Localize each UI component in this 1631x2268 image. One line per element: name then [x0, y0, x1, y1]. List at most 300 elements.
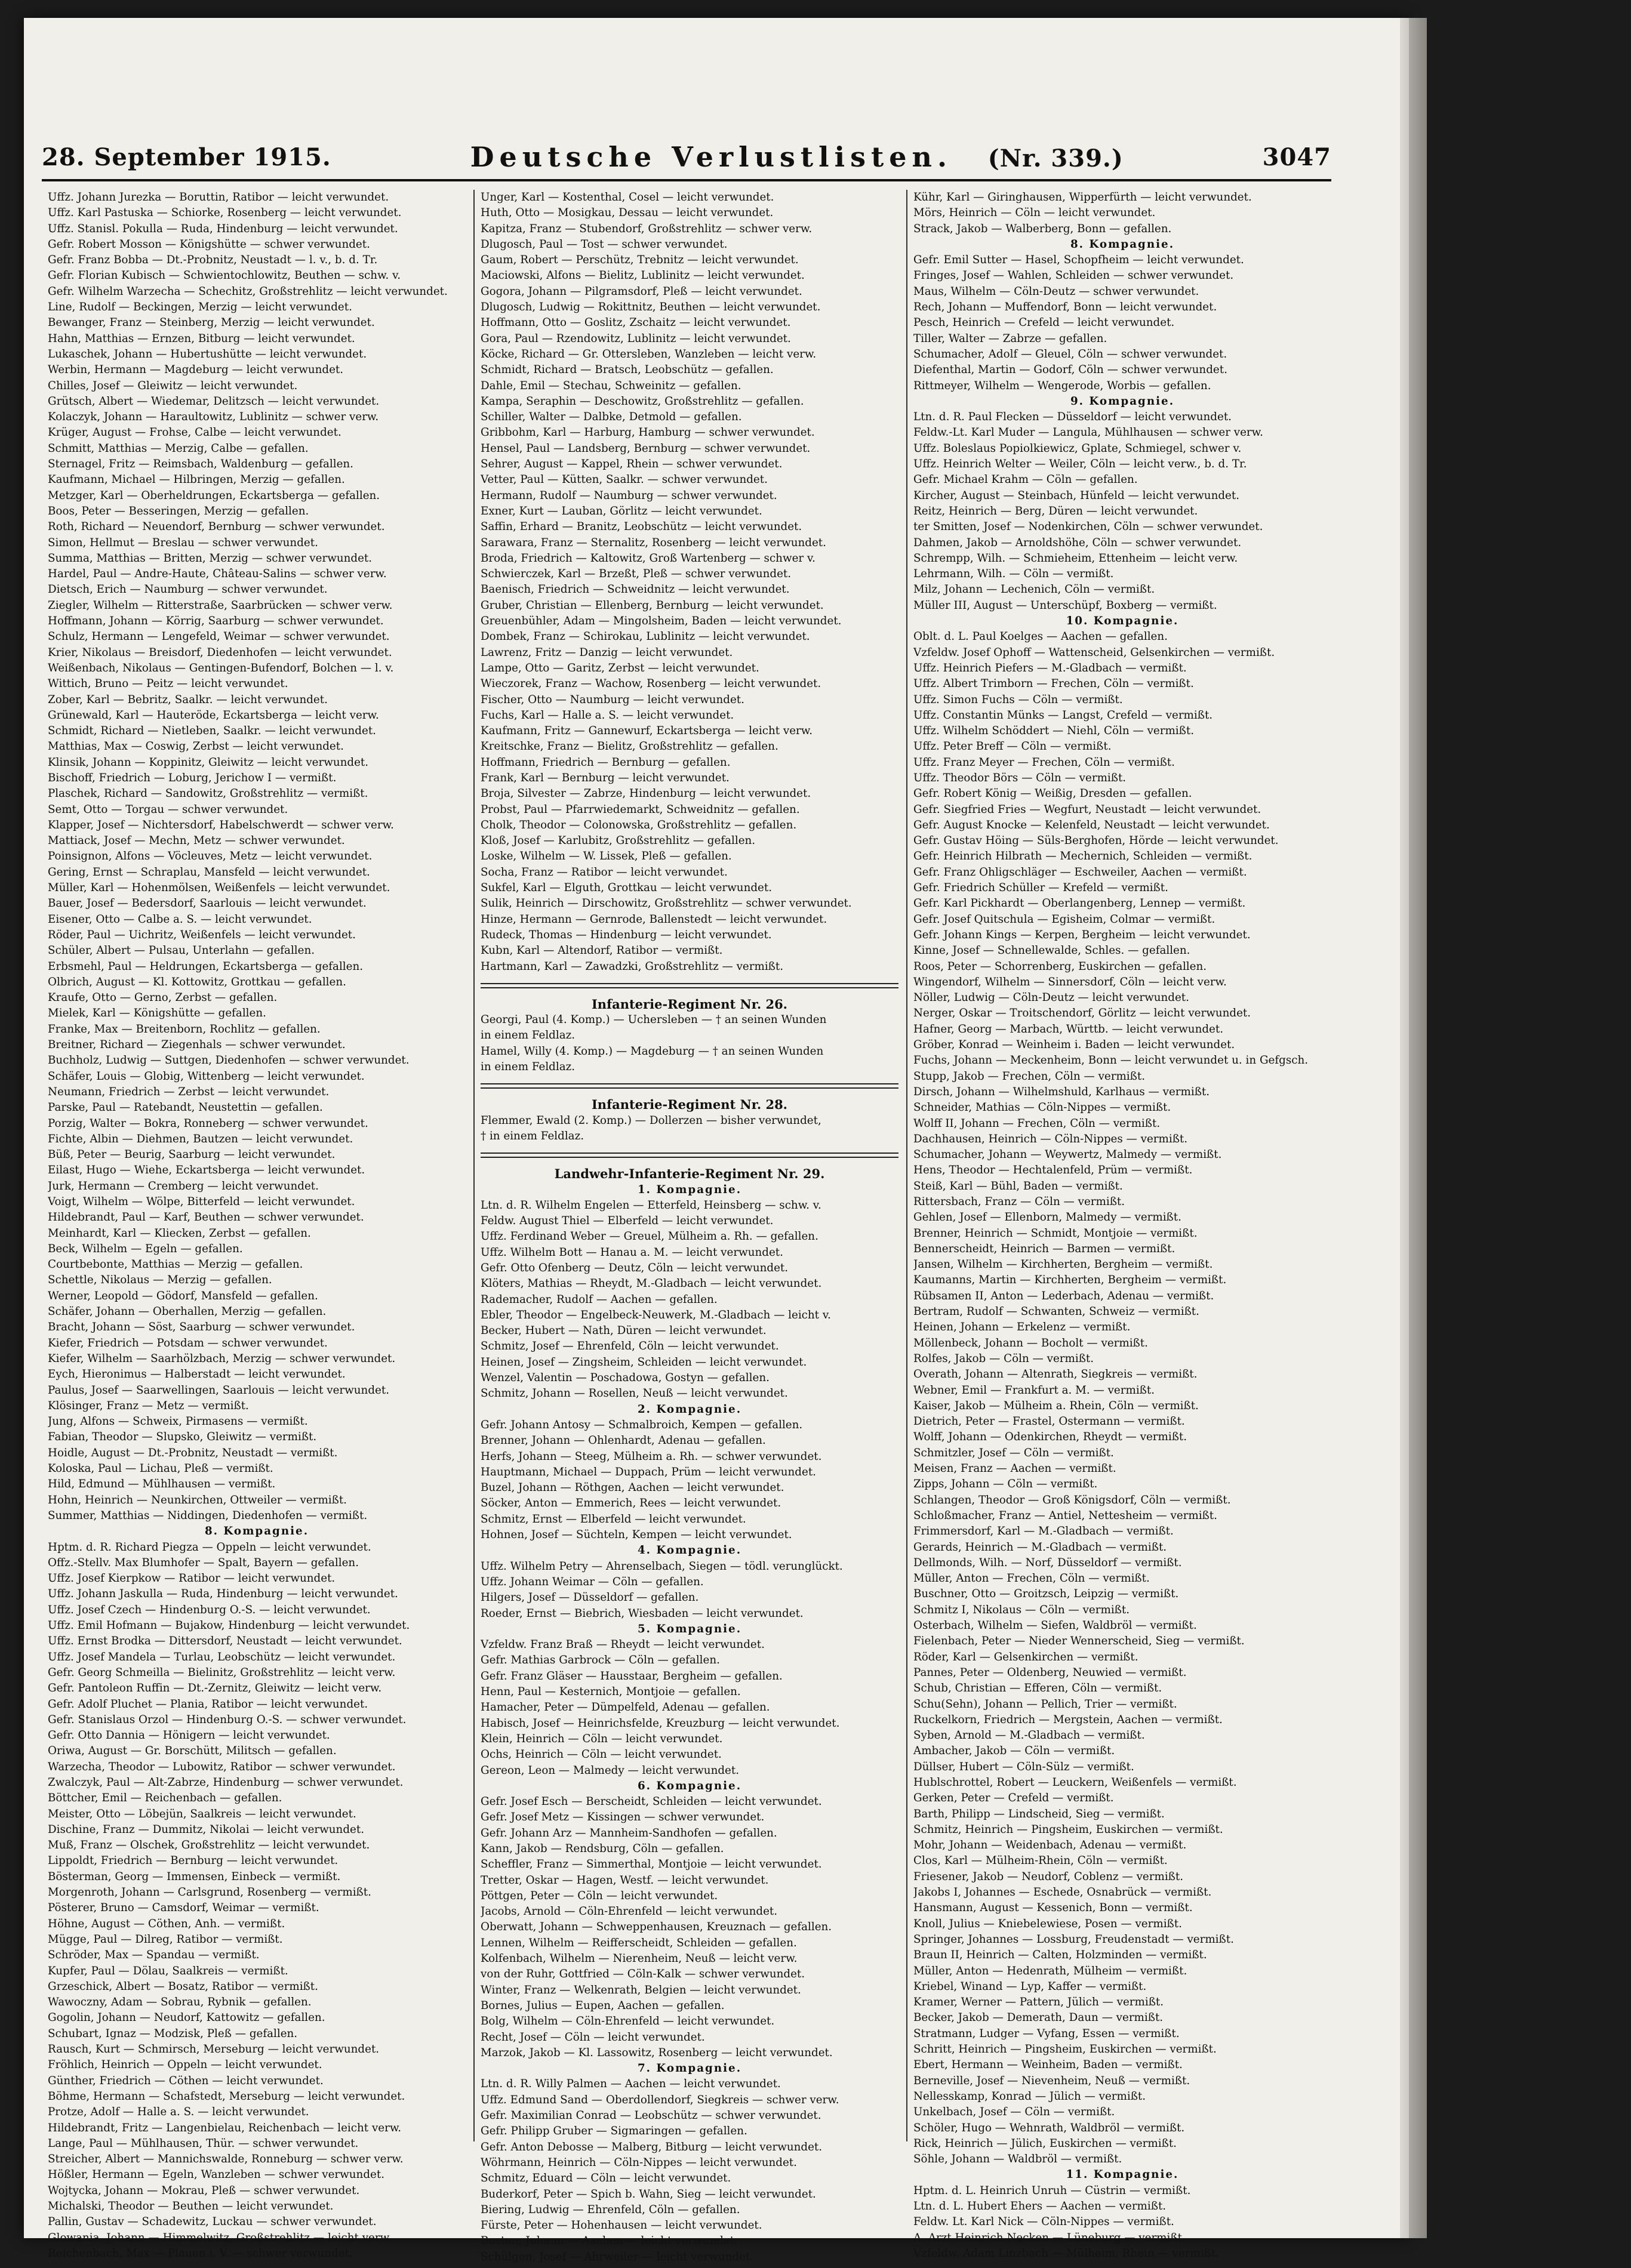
casualty-entry: Rech, Johann — Muffendorf, Bonn — leicht verwundet.	[913, 301, 1217, 314]
casualty-entry: Böttcher, Emil — Reichenbach — gefallen.	[48, 1792, 282, 1805]
casualty-entry: Müller III, August — Unterschüpf, Boxberg — vermißt.	[913, 599, 1217, 612]
casualty-entry: Schubart, Ignaz — Modzisk, Pleß — gefallen.	[48, 2027, 298, 2040]
casualty-entry: Klapper, Josef — Nichtersdorf, Habelschwerdt — schwer verw.	[48, 818, 394, 831]
casualty-entry: Uffz. Emil Hofmann — Bujakow, Hindenburg — leicht verwundet.	[48, 1619, 410, 1632]
casualty-list	[481, 1012, 898, 1075]
casualty-entry: Schu(Sehn), Johann — Pellich, Trier — vermißt.	[913, 1697, 1177, 1711]
casualty-entry: Oriwa, August — Gr. Borschütt, Militsch — gefallen.	[48, 1745, 337, 1758]
casualty-entry: Roos, Peter — Schorrenberg, Euskirchen — gefallen.	[913, 960, 1207, 973]
casualty-entry: Braun II, Heinrich — Calten, Holzminden — vermißt.	[913, 1949, 1207, 1962]
casualty-entry: Gefr. Franz Bobba — Dt.-Probnitz, Neustadt — l. v., b. d. Tr.	[48, 254, 378, 267]
casualty-entry: Werner, Leopold — Gödorf, Mansfeld — gefallen.	[48, 1289, 318, 1302]
casualty-entry: Gefr. Anton Debosse — Malberg, Bitburg — leicht verwundet.	[481, 2140, 823, 2153]
casualty-entry: Eych, Hieronimus — Halberstadt — leicht verwundet.	[48, 1368, 346, 1381]
casualty-entry: Ltn. d. R. Paul Flecken — Düsseldorf — leicht verwundet.	[913, 411, 1232, 424]
casualty-entry: Marzok, Jakob — Kl. Lassowitz, Rosenberg — leicht verwundet.	[481, 2046, 833, 2059]
casualty-entry: Gefr. Johann Kings — Kerpen, Bergheim — leicht verwundet.	[913, 928, 1251, 941]
casualty-entry: Uffz. Josef Mandela — Turlau, Leobschütz — leicht verwundet.	[48, 1650, 396, 1663]
casualty-entry: Hafner, Georg — Marbach, Württb. — leicht verwundet.	[913, 1022, 1224, 1036]
casualty-entry: Buschner, Otto — Groitzsch, Leipzig — vermißt.	[913, 1588, 1179, 1601]
casualty-entry: Schub, Christian — Efferen, Cöln — vermißt.	[913, 1682, 1162, 1695]
casualty-entry: Dlugosch, Ludwig — Rokittnitz, Beuthen — leicht verwundet.	[481, 301, 821, 314]
casualty-entry: Dahmen, Jakob — Arnoldshöhe, Cöln — schwer verwundet.	[913, 536, 1242, 549]
casualty-entry: Hildebrandt, Fritz — Langenbielau, Reichenbach — leicht verw.	[48, 2121, 402, 2134]
casualty-entry: Gefr. Johann Arz — Mannheim-Sandhofen — gefallen.	[481, 1826, 777, 1839]
casualty-entry: Huth, Otto — Mosigkau, Dessau — leicht verwundet.	[481, 207, 774, 220]
header-rule	[42, 179, 1331, 181]
casualty-entry: Schmidt, Richard — Bratsch, Leobschütz — gefallen.	[481, 363, 774, 377]
casualty-entry: Nellesskamp, Konrad — Jülich — vermißt.	[913, 2090, 1146, 2103]
casualty-entry: Nerger, Oskar — Troitschendorf, Görlitz — leicht verwundet.	[913, 1007, 1251, 1020]
casualty-entry: Böhme, Hermann — Schafstedt, Merseburg — leicht verwundet.	[48, 2090, 405, 2103]
casualty-entry: Krier, Nikolaus — Breisdorf, Diedenhofen — leicht verwundet.	[48, 646, 392, 659]
casualty-entry: Schlangen, Theodor — Groß Königsdorf, Cöln — vermißt.	[913, 1493, 1231, 1506]
casualty-entry: Wieczorek, Franz — Wachow, Rosenberg — leicht verwundet.	[481, 677, 821, 691]
casualty-entry: von der Ruhr, Gottfried — Cöln-Kalk — schwer verwundet.	[481, 1968, 805, 1981]
casualty-entry: in einem Feldlaz.	[481, 1029, 576, 1042]
casualty-entry: Hublschrottel, Robert — Leuckern, Weißenfels — vermißt.	[913, 1776, 1237, 1789]
casualty-entry: Beck, Wilhelm — Egeln — gefallen.	[48, 1242, 243, 1255]
casualty-entry: Ebler, Theodor — Engelbeck-Neuwerk, M.-Gladbach — leicht v.	[481, 1308, 831, 1321]
casualty-entry: Hoffmann, Otto — Goslitz, Zschaitz — leicht verwundet.	[481, 316, 791, 329]
company-heading: 9. Kompagnie.	[1070, 395, 1175, 408]
casualty-entry: Kiefer, Friedrich — Potsdam — schwer verwundet.	[48, 1336, 328, 1349]
casualty-entry: Fischer, Otto — Naumburg — leicht verwundet.	[481, 693, 744, 706]
casualty-entry: Cholk, Theodor — Colonowska, Großstrehlitz — gefallen.	[481, 818, 797, 831]
casualty-list	[913, 409, 1331, 614]
casualty-entry: Hoffmann, Johann — Körrig, Saarburg — schwer verwundet.	[48, 615, 384, 628]
casualty-entry: Schäfer, Johann — Oberhallen, Merzig — gefallen.	[48, 1305, 327, 1318]
casualty-entry: Fröhlich, Heinrich — Oppeln — leicht verwundet.	[48, 2059, 322, 2072]
casualty-entry: Parske, Paul — Ratebandt, Neustettin — gefallen.	[48, 1101, 323, 1114]
casualty-entry: Fabian, Theodor — Slupsko, Gleiwitz — vermißt.	[48, 1431, 317, 1444]
casualty-entry: Hamel, Willy (4. Komp.) — Magdeburg — † an seinen Wunden	[481, 1044, 824, 1058]
casualty-list	[48, 190, 466, 1524]
casualty-entry: Zwalczyk, Paul — Alt-Zabrze, Hindenburg — schwer verwundet.	[48, 1776, 404, 1789]
casualty-entry: Hildebrandt, Paul — Karf, Beuthen — schwer verwundet.	[48, 1211, 364, 1224]
casualty-list	[481, 1559, 898, 1622]
casualty-entry: Uffz. Stanisl. Pokulla — Ruda, Hindenburg — leicht verwundet.	[48, 222, 398, 235]
casualty-entry: Gering, Ernst — Schraplau, Mansfeld — leicht verwundet.	[48, 865, 370, 879]
casualty-entry: Fichte, Albin — Diehmen, Bautzen — leicht verwundet.	[48, 1132, 353, 1145]
casualty-entry: Bertram, Rudolf — Schwanten, Schweiz — vermißt.	[913, 1305, 1199, 1318]
casualty-entry: Hansmann, August — Kessenich, Bonn — vermißt.	[913, 1902, 1193, 1915]
casualty-entry: Meinhardt, Karl — Kliecken, Zerbst — gefallen.	[48, 1227, 311, 1240]
casualty-entry: Bösterman, Georg — Immensen, Einbeck — vermißt.	[48, 1870, 341, 1883]
casualty-entry: Uffz. Peter Breff — Cöln — vermißt.	[913, 740, 1112, 753]
casualty-entry: Gefr. Franz Ohligschläger — Eschweiler, Aachen — vermißt.	[913, 865, 1247, 879]
casualty-entry: Feldw. August Thiel — Elberfeld — leicht verwundet.	[481, 1215, 774, 1228]
casualty-entry: Ziegler, Wilhelm — Ritterstraße, Saarbrücken — schwer verw.	[48, 599, 393, 612]
casualty-entry: Ruckelkorn, Friedrich — Mergstein, Aachen — vermißt.	[913, 1713, 1223, 1726]
casualty-entry: Kinne, Josef — Schnellewalde, Schles. — gefallen.	[913, 944, 1190, 957]
casualty-entry: Syben, Arnold — M.-Gladbach — vermißt.	[913, 1729, 1145, 1742]
casualty-entry: Hild, Edmund — Mühlhausen — vermißt.	[48, 1478, 276, 1491]
casualty-entry: Wolff II, Johann — Frechen, Cöln — vermißt.	[913, 1117, 1161, 1130]
casualty-entry: Ebert, Hermann — Weinheim, Baden — vermißt.	[913, 2059, 1183, 2072]
casualty-entry: Summa, Matthias — Britten, Merzig — schwer verwundet.	[48, 551, 373, 565]
casualty-entry: Bosten, Johann — Aachen — leicht verwundet.	[481, 2235, 738, 2248]
casualty-entry: Meisen, Franz — Aachen — vermißt.	[913, 1462, 1116, 1475]
casualty-entry: Gefr. Michael Krahm — Cöln — gefallen.	[913, 473, 1138, 486]
casualty-entry: Rausch, Kurt — Schmirsch, Merseburg — leicht verwundet.	[48, 2043, 380, 2056]
casualty-entry: Lehrmann, Wilh. — Cöln — vermißt.	[913, 568, 1114, 581]
casualty-entry: Uffz. Wilhelm Schöddert — Niehl, Cöln — vermißt.	[913, 725, 1195, 738]
casualty-entry: Wojtycka, Johann — Mokrau, Pleß — schwer verwundet.	[48, 2184, 360, 2197]
casualty-entry: Gefr. Franz Gläser — Hausstaar, Bergheim — gefallen.	[481, 1669, 783, 1682]
casualty-entry: Gefr. Josef Metz — Kissingen — schwer verwundet.	[481, 1811, 765, 1824]
casualty-entry: Semt, Otto — Torgau — schwer verwundet.	[48, 803, 288, 816]
casualty-entry: Grzeschick, Albert — Bosatz, Ratibor — vermißt.	[48, 1980, 318, 1993]
casualty-entry: Zipps, Johann — Cöln — vermißt.	[913, 1478, 1098, 1491]
casualty-entry: Fuchs, Johann — Meckenheim, Bonn — leicht verwundet u. in Gefgsch.	[913, 1054, 1309, 1067]
regiment-heading: Landwehr-Infanterie-Regiment Nr. 29.	[554, 1166, 825, 1182]
casualty-entry: Ltn. d. R. Willy Palmen — Aachen — leicht verwundet.	[481, 2078, 781, 2091]
regiment-heading: Infanterie-Regiment Nr. 28.	[591, 1097, 787, 1113]
casualty-entry: Barth, Philipp — Lindscheid, Sieg — vermißt.	[913, 1807, 1165, 1820]
casualty-entry: Grünewald, Karl — Hauteröde, Eckartsberga — leicht verw.	[48, 708, 379, 722]
casualty-entry: Kaufmann, Michael — Hilbringen, Merzig — gefallen.	[48, 473, 345, 486]
casualty-entry: Osterbach, Wilhelm — Siefen, Waldbröl — vermißt.	[913, 1619, 1197, 1632]
page-edge-shadow	[1400, 18, 1427, 2238]
casualty-entry: Maciowski, Alfons — Bielitz, Lublinitz — leicht verwundet.	[481, 269, 805, 282]
casualty-entry: Krüger, August — Frohse, Calbe — leicht verwundet.	[48, 426, 341, 439]
casualty-entry: Klein, Heinrich — Cöln — leicht verwundet.	[481, 1732, 723, 1745]
casualty-entry: Dellmonds, Wilh. — Norf, Düsseldorf — vermißt.	[913, 1556, 1182, 1569]
casualty-entry: Hartmann, Karl — Zawadzki, Großstrehlitz — vermißt.	[481, 960, 784, 973]
casualty-entry: Herfs, Johann — Steeg, Mülheim a. Rh. — schwer verwundet.	[481, 1450, 822, 1463]
casualty-entry: Gerken, Peter — Crefeld — vermißt.	[913, 1792, 1114, 1805]
casualty-entry: Uffz. Albert Trimborn — Frechen, Cöln — vermißt.	[913, 677, 1194, 691]
casualty-entry: Bolg, Wilhelm — Cöln-Ehrenfeld — leicht verwundet.	[481, 2015, 775, 2028]
casualty-entry: Hohn, Heinrich — Neunkirchen, Ottweiler — vermißt.	[48, 1493, 347, 1506]
column-1	[48, 190, 466, 2261]
casualty-entry: Sulik, Heinrich — Dirschowitz, Großstrehlitz — schwer verwundet.	[481, 897, 852, 910]
section-rule	[481, 1083, 898, 1089]
casualty-entry: Wöhrmann, Heinrich — Cöln-Nippes — leicht verwundet.	[481, 2156, 797, 2169]
casualty-entry: Lennen, Wilhelm — Reifferscheidt, Schleiden — gefallen.	[481, 1936, 797, 1949]
casualty-entry: Dombek, Franz — Schirokau, Lublinitz — leicht verwundet.	[481, 630, 810, 643]
casualty-entry: Habisch, Josef — Heinrichsfelde, Kreuzburg — leicht verwundet.	[481, 1717, 840, 1730]
header-date: 28. September 1915.	[42, 143, 331, 171]
casualty-entry: Matthias, Max — Coswig, Zerbst — leicht verwundet.	[48, 740, 344, 753]
casualty-entry: Schumacher, Johann — Weywertz, Malmedy — vermißt.	[913, 1148, 1222, 1161]
casualty-entry: Buderkorf, Peter — Spich b. Wahn, Sieg — leicht verwundet.	[481, 2187, 816, 2201]
casualty-entry: Möllenbeck, Johann — Bocholt — vermißt.	[913, 1336, 1148, 1349]
casualty-entry: Wittich, Bruno — Peitz — leicht verwundet.	[48, 677, 288, 691]
casualty-entry: Oblt. d. L. Paul Koelges — Aachen — gefallen.	[913, 630, 1168, 643]
casualty-entry: Schmitz I, Nikolaus — Cöln — vermißt.	[913, 1603, 1130, 1616]
casualty-entry: Söcker, Anton — Emmerich, Rees — leicht verwundet.	[481, 1497, 781, 1510]
casualty-entry: Bewanger, Franz — Steinberg, Merzig — leicht verwundet.	[48, 316, 375, 329]
casualty-entry: Stupp, Jakob — Frechen, Cöln — vermißt.	[913, 1070, 1146, 1083]
company-heading: 11. Kompagnie.	[1066, 2168, 1179, 2181]
casualty-entry: Röder, Karl — Gelsenkirchen — vermißt.	[913, 1650, 1138, 1663]
casualty-list	[481, 2076, 898, 2265]
casualty-entry: Gruber, Christian — Ellenberg, Bernburg — leicht verwundet.	[481, 599, 824, 612]
casualty-entry: Tretter, Oskar — Hagen, Westf. — leicht verwundet.	[481, 1873, 769, 1887]
casualty-entry: Pösterer, Bruno — Camsdorf, Weimar — vermißt.	[48, 1902, 319, 1915]
company-heading: 8. Kompagnie.	[204, 1525, 309, 1538]
casualty-list	[913, 2183, 1331, 2261]
casualty-list	[913, 252, 1331, 394]
casualty-entry: Schülgen, Josef — Ahrweiler — leicht verwundet.	[481, 2250, 754, 2263]
casualty-entry: Vzfeldw. Adam Linzbach — Mülheim, Rhein — vermißt.	[913, 2247, 1219, 2260]
casualty-entry: Offz.-Stellv. Max Blumhofer — Spalt, Bayern — gefallen.	[48, 1556, 359, 1569]
company-heading: 5. Kompagnie.	[637, 1622, 742, 1635]
casualty-entry: Scheffler, Franz — Simmerthal, Montjoie — leicht verwundet.	[481, 1858, 822, 1871]
casualty-entry: Gefr. Adolf Pluchet — Plania, Ratibor — leicht verwundet.	[48, 1697, 368, 1711]
casualty-entry: Gefr. Florian Kubisch — Schwientochlowitz, Beuthen — schw. v.	[48, 269, 401, 282]
casualty-entry: Muß, Franz — Olschek, Großstrehlitz — leicht verwundet.	[48, 1839, 370, 1852]
casualty-entry: Summer, Matthias — Niddingen, Diedenhofen — vermißt.	[48, 1509, 368, 1522]
casualty-entry: Kupfer, Paul — Dölau, Saalkreis — vermißt.	[48, 1964, 288, 1977]
casualty-entry: Zober, Karl — Bebritz, Saalkr. — leicht verwundet.	[48, 693, 328, 706]
casualty-entry: Georgi, Paul (4. Komp.) — Uchersleben — † an seinen Wunden	[481, 1013, 827, 1027]
casualty-entry: Saffin, Erhard — Branitz, Leobschütz — leicht verwundet.	[481, 520, 802, 534]
casualty-entry: Hohnen, Josef — Süchteln, Kempen — leicht verwundet.	[481, 1529, 792, 1542]
column-rule-2	[906, 190, 907, 2141]
page-header	[42, 136, 1331, 178]
casualty-entry: Maus, Wilhelm — Cöln-Deutz — schwer verwundet.	[913, 285, 1199, 298]
casualty-entry: Webner, Emil — Frankfurt a. M. — vermißt.	[913, 1383, 1155, 1397]
casualty-entry: Gefr. Gustav Höing — Süls-Berghofen, Hörde — leicht verwundet.	[913, 834, 1279, 848]
casualty-entry: Uffz. Wilhelm Petry — Ahrenselbach, Siegen — tödl. verunglückt.	[481, 1560, 843, 1573]
casualty-entry: Tiller, Walter — Zabrze — gefallen.	[913, 332, 1107, 345]
casualty-list	[481, 190, 898, 975]
casualty-entry: ter Smitten, Josef — Nodenkirchen, Cöln — schwer verwundet.	[913, 520, 1263, 534]
casualty-entry: Gefr. August Knocke — Kelenfeld, Neustadt — leicht verwundet.	[913, 818, 1270, 831]
casualty-entry: Lange, Paul — Mühlhausen, Thür. — schwer verwundet.	[48, 2137, 359, 2150]
casualty-entry: Gefr. Josef Quitschula — Egisheim, Colmar — vermißt.	[913, 913, 1215, 926]
casualty-list	[481, 1637, 898, 1779]
casualty-entry: Streicher, Albert — Mannichswalde, Ronneburg — schwer verw.	[48, 2153, 404, 2166]
casualty-entry: Bauer, Josef — Bedersdorf, Saarlouis — leicht verwundet.	[48, 897, 367, 910]
casualty-entry: Lampe, Otto — Garitz, Zerbst — leicht verwundet.	[481, 661, 759, 674]
casualty-entry: Lukaschek, Johann — Hubertushütte — leicht verwundet.	[48, 347, 367, 360]
casualty-entry: Schumacher, Adolf — Gleuel, Cöln — schwer verwundet.	[913, 347, 1227, 360]
casualty-entry: Roeder, Ernst — Biebrich, Wiesbaden — leicht verwundet.	[481, 1607, 804, 1620]
casualty-entry: Winter, Franz — Welkenrath, Belgien — leicht verwundet.	[481, 1983, 801, 1996]
casualty-entry: Wingendorf, Wilhelm — Sinnersdorf, Cöln — leicht verw.	[913, 975, 1227, 988]
casualty-entry: Gefr. Robert König — Weißig, Dresden — gefallen.	[913, 787, 1192, 800]
casualty-entry: Uffz. Heinrich Piefers — M.-Gladbach — vermißt.	[913, 661, 1187, 674]
section-rule	[481, 983, 898, 988]
casualty-entry: Hamacher, Peter — Dümpelfeld, Adenau — gefallen.	[481, 1701, 770, 1714]
casualty-entry: Feldw.-Lt. Karl Muder — Langula, Mühlhausen — schwer verw.	[913, 426, 1263, 439]
casualty-entry: Schröder, Max — Spandau — vermißt.	[48, 1949, 260, 1962]
casualty-entry: Gefr. Georg Schmeilla — Bielinitz, Großstrehlitz — leicht verw.	[48, 1666, 396, 1679]
casualty-entry: Kolfenbach, Wilhelm — Nierenheim, Neuß — leicht verw.	[481, 1952, 798, 1965]
casualty-entry: Rademacher, Rudolf — Aachen — gefallen.	[481, 1293, 718, 1306]
casualty-entry: Schwierczek, Karl — Brzeßt, Pleß — schwer verwundet.	[481, 568, 792, 581]
casualty-entry: Ambacher, Jakob — Cöln — vermißt.	[913, 1745, 1115, 1758]
casualty-entry: Uffz. Johann Weimar — Cöln — gefallen.	[481, 1575, 704, 1588]
casualty-entry: Bennerscheidt, Heinrich — Barmen — vermißt.	[913, 1242, 1175, 1255]
casualty-entry: Rittmeyer, Wilhelm — Wengerode, Worbis — gefallen.	[913, 379, 1211, 392]
casualty-entry: Kaumanns, Martin — Kirchherten, Bergheim — vermißt.	[913, 1274, 1227, 1287]
casualty-entry: Eisener, Otto — Calbe a. S. — leicht verwundet.	[48, 913, 312, 926]
casualty-entry: † in einem Feldlaz.	[481, 1129, 584, 1142]
casualty-entry: Rick, Heinrich — Jülich, Euskirchen — vermißt.	[913, 2137, 1177, 2150]
casualty-entry: Mattiack, Josef — Mechn, Metz — schwer verwundet.	[48, 834, 345, 848]
casualty-entry: Courtbebonte, Matthias — Merzig — gefallen.	[48, 1258, 303, 1271]
casualty-entry: Porzig, Walter — Bokra, Ronneberg — schwer verwundet.	[48, 1117, 368, 1130]
casualty-entry: Dlugosch, Paul — Tost — schwer verwundet.	[481, 238, 728, 251]
casualty-entry: Dahle, Emil — Stechau, Schweinitz — gefallen.	[481, 379, 741, 392]
casualty-entry: Düllser, Hubert — Cöln-Sülz — vermißt.	[913, 1760, 1134, 1773]
casualty-entry: Franke, Max — Breitenborn, Rochlitz — gefallen.	[48, 1022, 321, 1036]
casualty-entry: Gefr. Heinrich Hilbrath — Mechernich, Schleiden — vermißt.	[913, 850, 1253, 863]
casualty-entry: Gefr. Karl Pickhardt — Oberlangenberg, Lennep — vermißt.	[913, 897, 1246, 910]
casualty-entry: Uffz. Johann Jurezka — Boruttin, Ratibor — leicht verwundet.	[48, 191, 389, 204]
casualty-entry: Fuchs, Karl — Halle a. S. — leicht verwundet.	[481, 708, 734, 722]
casualty-entry: Frimmersdorf, Karl — M.-Gladbach — vermißt.	[913, 1525, 1174, 1538]
casualty-entry: Uffz. Ferdinand Weber — Greuel, Mülheim a. Rh. — gefallen.	[481, 1230, 818, 1243]
casualty-entry: Rudeck, Thomas — Hindenburg — leicht verwundet.	[481, 928, 772, 941]
casualty-entry: Henn, Paul — Kesternich, Montjoie — gefallen.	[481, 1685, 741, 1699]
casualty-entry: Milz, Johann — Lechenich, Cöln — vermißt.	[913, 583, 1155, 596]
casualty-entry: Protze, Adolf — Halle a. S. — leicht verwundet.	[48, 2106, 309, 2119]
casualty-entry: Wenzel, Valentin — Poschadowa, Gostyn — gefallen.	[481, 1372, 770, 1385]
casualty-list	[481, 1417, 898, 1543]
casualty-entry: Hardel, Paul — Andre-Haute, Château-Salins — schwer verw.	[48, 568, 387, 581]
casualty-entry: Gefr. Stanislaus Orzol — Hindenburg O.-S. — schwer verwundet.	[48, 1713, 407, 1726]
company-heading: 10. Kompagnie.	[1066, 615, 1179, 628]
casualty-entry: Uffz. Boleslaus Popiolkiewicz, Gplate, Schmiegel, schwer v.	[913, 442, 1242, 455]
casualty-entry: Schmidt, Richard — Nietleben, Saalkr. — leicht verwundet.	[48, 725, 376, 738]
casualty-entry: Sehrer, August — Kappel, Rhein — schwer verwundet.	[481, 458, 783, 471]
casualty-entry: Clos, Karl — Mülheim-Rhein, Cöln — vermißt.	[913, 1854, 1168, 1868]
casualty-entry: Gogolin, Johann — Neudorf, Kattowitz — gefallen.	[48, 2011, 325, 2024]
casualty-entry: Reichenbach, Max — Plauen i. V. — schwer verwundet.	[48, 2247, 353, 2260]
casualty-entry: Gefr. Maximilian Conrad — Leobschütz — schwer verwundet.	[481, 2109, 821, 2122]
casualty-entry: Mielek, Karl — Königshütte — gefallen.	[48, 1007, 266, 1020]
casualty-entry: Vetter, Paul — Kütten, Saalkr. — schwer verwundet.	[481, 473, 768, 486]
casualty-list	[481, 1198, 898, 1402]
casualty-entry: Kriebel, Winand — Lyp, Kaffer — vermißt.	[913, 1980, 1147, 1993]
casualty-entry: A. Arzt Heinrich Necken — Lüneburg — vermißt.	[913, 2231, 1186, 2244]
casualty-entry: Heinen, Johann — Erkelenz — vermißt.	[913, 1321, 1131, 1334]
casualty-entry: Kramer, Werner — Pattern, Jülich — vermißt.	[913, 1996, 1164, 2009]
casualty-entry: Gefr. Philipp Gruber — Sigmaringen — gefallen.	[481, 2125, 747, 2138]
header-title-group	[470, 141, 1124, 173]
casualty-entry: Pannes, Peter — Oldenberg, Neuwied — vermißt.	[913, 1666, 1187, 1679]
casualty-entry: Eilast, Hugo — Wiehe, Eckartsberga — leicht verwundet.	[48, 1164, 365, 1177]
casualty-entry: Schiller, Walter — Dalbke, Detmold — gefallen.	[481, 411, 742, 424]
company-heading: 2. Kompagnie.	[637, 1403, 742, 1416]
casualty-entry: Warzecha, Theodor — Lubowitz, Ratibor — schwer verwundet.	[48, 1760, 396, 1773]
casualty-entry: Schmitz, Josef — Ehrenfeld, Cöln — leicht verwundet.	[481, 1340, 779, 1353]
casualty-entry: Uffz. Ernst Brodka — Dittersdorf, Neustadt — leicht verwundet.	[48, 1635, 402, 1648]
casualty-entry: Recht, Josef — Cöln — leicht verwundet.	[481, 2030, 705, 2044]
casualty-entry: Mohr, Johann — Weidenbach, Adenau — vermißt.	[913, 1839, 1187, 1852]
casualty-entry: Gefr. Johann Antosy — Schmalbroich, Kempen — gefallen.	[481, 1418, 803, 1431]
casualty-entry: Line, Rudolf — Beckingen, Merzig — leicht verwundet.	[48, 301, 352, 314]
casualty-entry: Schmitt, Matthias — Merzig, Calbe — gefallen.	[48, 442, 309, 455]
casualty-entry: Jacobs, Arnold — Cöln-Ehrenfeld — leicht verwundet.	[481, 1905, 778, 1918]
casualty-entry: Exner, Kurt — Lauban, Görlitz — leicht verwundet.	[481, 504, 762, 517]
column-3	[913, 190, 1331, 2261]
casualty-entry: Loske, Wilhelm — W. Lissek, Pleß — gefallen.	[481, 850, 732, 863]
casualty-entry: Gefr. Josef Esch — Berscheidt, Schleiden — leicht verwundet.	[481, 1795, 822, 1808]
casualty-entry: Kraufe, Otto — Gerno, Zerbst — gefallen.	[48, 991, 278, 1004]
casualty-entry: Schloßmacher, Franz — Antiel, Nettesheim — vermißt.	[913, 1509, 1217, 1522]
casualty-entry: Bracht, Johann — Söst, Saarburg — schwer verwundet.	[48, 1321, 355, 1334]
casualty-entry: Höhne, August — Cöthen, Anh. — vermißt.	[48, 1917, 285, 1930]
casualty-entry: Schäfer, Louis — Globig, Wittenberg — leicht verwundet.	[48, 1070, 365, 1083]
casualty-entry: Köcke, Richard — Gr. Ottersleben, Wanzleben — leicht verw.	[481, 347, 817, 360]
header-title: Deutsche Verlustlisten.	[470, 141, 952, 173]
casualty-entry: Kapitza, Franz — Stubendorf, Großstrehlitz — schwer verw.	[481, 222, 813, 235]
casualty-entry: Lippoldt, Friedrich — Bernburg — leicht verwundet.	[48, 1854, 338, 1868]
casualty-entry: Chilles, Josef — Gleiwitz — leicht verwundet.	[48, 379, 298, 392]
casualty-entry: Gribbohm, Karl — Harburg, Hamburg — schwer verwundet.	[481, 426, 815, 439]
casualty-entry: Jung, Alfons — Schweix, Pirmasens — vermißt.	[48, 1415, 308, 1428]
casualty-entry: Sarawara, Franz — Sternalitz, Rosenberg — leicht verwundet.	[481, 536, 826, 549]
casualty-entry: Springer, Johannes — Lossburg, Freudenstadt — vermißt.	[913, 1933, 1234, 1946]
casualty-entry: Uffz. Johann Jaskulla — Ruda, Hindenburg — leicht verwundet.	[48, 1588, 398, 1601]
casualty-entry: Hilgers, Josef — Düsseldorf — gefallen.	[481, 1591, 699, 1604]
casualty-entry: Buchholz, Ludwig — Suttgen, Diedenhofen — schwer verwundet.	[48, 1054, 410, 1067]
casualty-entry: in einem Feldlaz.	[481, 1061, 576, 1074]
casualty-entry: Weißenbach, Nikolaus — Gentingen-Bufendorf, Bolchen — l. v.	[48, 661, 394, 674]
casualty-entry: Uffz. Simon Fuchs — Cöln — vermißt.	[913, 693, 1123, 706]
casualty-entry: Broda, Friedrich — Kaltowitz, Groß Wartenberg — schwer v.	[481, 551, 816, 565]
casualty-entry: Hens, Theodor — Hechtalenfeld, Prüm — vermißt.	[913, 1164, 1193, 1177]
casualty-entry: Gora, Paul — Rzendowitz, Lublinitz — leicht verwundet.	[481, 332, 791, 345]
casualty-entry: Diefenthal, Martin — Godorf, Cöln — schwer verwundet.	[913, 363, 1227, 377]
casualty-entry: Vzfeldw. Franz Braß — Rheydt — leicht verwundet.	[481, 1638, 765, 1651]
casualty-entry: Socha, Franz — Ratibor — leicht verwundet.	[481, 865, 728, 879]
casualty-entry: Bornes, Julius — Eupen, Aachen — gefallen.	[481, 1999, 725, 2012]
casualty-entry: Probst, Paul — Pfarrwiedemarkt, Schweidnitz — gefallen.	[481, 803, 800, 816]
casualty-entry: Becker, Jakob — Demerath, Daun — vermißt.	[913, 2011, 1164, 2024]
casualty-entry: Schmitzler, Josef — Cöln — vermißt.	[913, 1446, 1114, 1459]
casualty-entry: Roth, Richard — Neuendorf, Bernburg — schwer verwundet.	[48, 520, 385, 534]
casualty-entry: Kolaczyk, Johann — Haraultowitz, Lublinitz — schwer verw.	[48, 411, 379, 424]
casualty-entry: Gefr. Pantoleon Ruffin — Dt.-Zernitz, Gleiwitz — leicht verw.	[48, 1682, 382, 1695]
casualty-entry: Brenner, Heinrich — Schmidt, Montjoie — vermißt.	[913, 1227, 1198, 1240]
casualty-entry: Hoidle, August — Dt.-Probnitz, Neustadt — vermißt.	[48, 1446, 338, 1459]
casualty-entry: Jurk, Hermann — Cremberg — leicht verwundet.	[48, 1179, 319, 1192]
casualty-entry: Ltn. d. L. Hubert Ehers — Aachen — vermißt.	[913, 2200, 1167, 2212]
casualty-entry: Friesener, Jakob — Neudorf, Coblenz — vermißt.	[913, 1870, 1184, 1883]
casualty-entry: Schritt, Heinrich — Pingsheim, Euskirchen — vermißt.	[913, 2043, 1217, 2056]
company-heading: 1. Kompagnie.	[637, 1183, 742, 1196]
casualty-entry: Schneider, Mathias — Cöln-Nippes — vermißt.	[913, 1101, 1171, 1114]
casualty-entry: Fringes, Josef — Wahlen, Schleiden — schwer verwundet.	[913, 269, 1234, 282]
company-heading: 8. Kompagnie.	[1070, 238, 1175, 251]
casualty-entry: Gaum, Robert — Perschütz, Trebnitz — leicht verwundet.	[481, 254, 799, 267]
casualty-entry: Feldw. Lt. Karl Nick — Cöln-Nippes — vermißt.	[913, 2215, 1174, 2229]
casualty-entry: Gefr. Otto Ofenberg — Deutz, Cöln — leicht verwundet.	[481, 1262, 789, 1274]
casualty-entry: Broja, Silvester — Zabrze, Hindenburg — leicht verwundet.	[481, 787, 811, 800]
casualty-entry: Heinen, Josef — Zingsheim, Schleiden — leicht verwundet.	[481, 1355, 807, 1369]
casualty-entry: Michalski, Theodor — Beuthen — leicht verwundet.	[48, 2200, 334, 2212]
casualty-entry: Uffz. Karl Pastuska — Schiorke, Rosenberg — leicht verwundet.	[48, 207, 402, 220]
casualty-entry: Kubn, Karl — Altendorf, Ratibor — vermißt.	[481, 944, 723, 957]
casualty-entry: Paulus, Josef — Saarwellingen, Saarlouis — leicht verwundet.	[48, 1383, 390, 1397]
casualty-entry: Gereon, Leon — Malmedy — leicht verwundet.	[481, 1764, 740, 1777]
casualty-entry: Hauptmann, Michael — Duppach, Prüm — leicht verwundet.	[481, 1465, 816, 1478]
casualty-entry: Dietsch, Erich — Naumburg — schwer verwundet.	[48, 583, 328, 596]
casualty-entry: Hptm. d. R. Richard Piegza — Oppeln — leicht verwundet.	[48, 1540, 371, 1554]
casualty-entry: Biering, Ludwig — Ehrenfeld, Cöln — gefallen.	[481, 2203, 740, 2216]
casualty-entry: Greuenbühler, Adam — Mingolsheim, Baden — leicht verwundet.	[481, 615, 842, 628]
casualty-entry: Buzel, Johann — Röthgen, Aachen — leicht verwundet.	[481, 1481, 784, 1494]
casualty-entry: Lawrenz, Fritz — Danzig — leicht verwundet.	[481, 646, 733, 659]
